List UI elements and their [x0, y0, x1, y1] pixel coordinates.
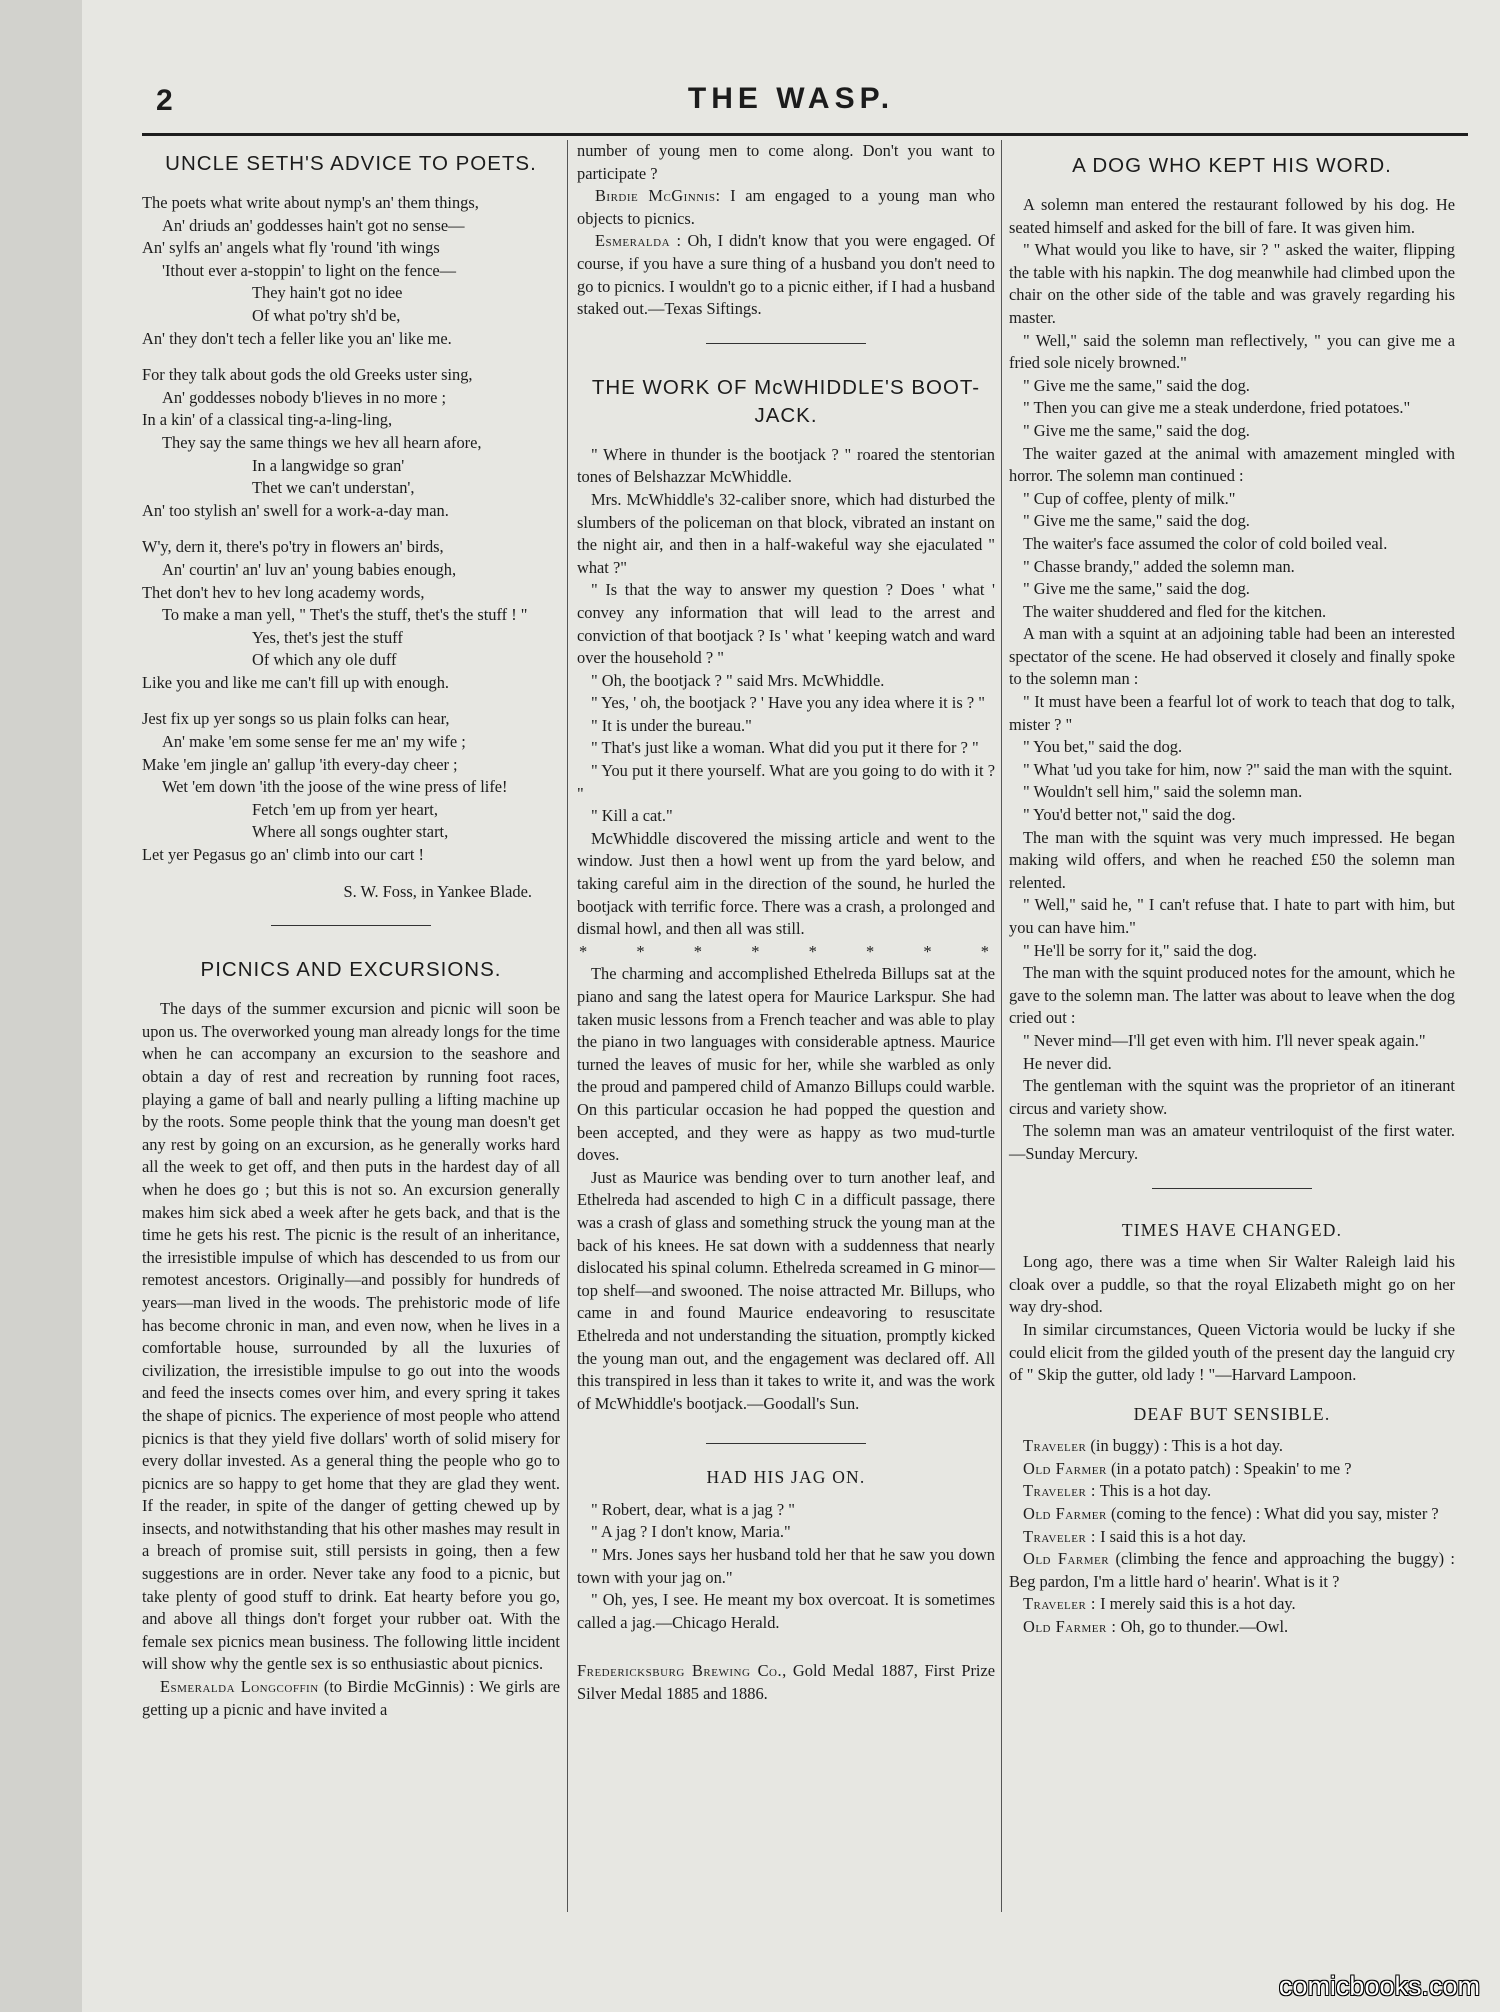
paragraph: The solemn man was an amateur ventriloquist of the first water.—Sunday Mercury.: [1009, 1121, 1455, 1163]
poem-line: An' goddesses nobody b'lieves in no more ;: [162, 387, 447, 407]
poem-line: For they talk about gods the old Greeks uster sing,: [142, 365, 473, 385]
speaker-name: Old Farmer :: [1023, 1617, 1117, 1637]
paragraph: McWhiddle discovered the missing article and went to the window. Just then a howl went up from the yard below, and taking careful aim in the direction of the sound, he hurled the bootjack with terrific force. There was a crash, a prolonged and dismal howl, and then all was still.: [577, 828, 995, 939]
paragraph: The gentleman with the squint was the proprietor of an itinerant circus and variety show.: [1009, 1076, 1455, 1118]
poem-line: Thet don't hev to hev long academy words,: [142, 582, 425, 602]
poem-line: They hain't got no idee: [252, 283, 403, 303]
poem-line: In a kin' of a classical ting-a-ling-ling,: [142, 410, 393, 430]
dialogue-line: [577, 185, 995, 230]
poem-line: In a langwidge so gran': [252, 455, 405, 475]
paragraph: " Give me the same," said the dog.: [1023, 511, 1250, 531]
deaf-title: DEAF BUT SENSIBLE.: [1133, 1403, 1331, 1424]
poem-line: An' they don't tech a feller like you an' like me.: [142, 328, 452, 348]
paragraph: " Cup of coffee, plenty of milk.": [1023, 488, 1236, 508]
paragraph: " Where in thunder is the bootjack ? " roared the stentorian tones of Belshazzar McWhiddle.: [577, 444, 995, 487]
jag-story: [577, 1499, 995, 1635]
poem-title: UNCLE SETH'S ADVICE TO POETS.: [165, 152, 537, 175]
paragraph: " You'd better not," said the dog.: [1023, 805, 1236, 825]
paragraph: " Oh, yes, I see. He meant my box overcoat. It is sometimes called a jag.—Chicago Herald.: [577, 1590, 995, 1632]
section-divider: [706, 343, 866, 344]
poem-line: Jest fix up yer songs so us plain folks can hear,: [142, 709, 450, 729]
dialogue-text: I am engaged to a young man who objects to picnics.: [577, 186, 995, 228]
paragraph: " You put it there yourself. What are you going to do with it ? ": [577, 761, 995, 803]
poem-line: Of which any ole duff: [252, 650, 397, 670]
paragraph: " It is under the bureau.": [591, 715, 752, 735]
paragraph: " Give me the same," said the dog.: [1023, 579, 1250, 599]
poem-line: To make a man yell, " Thet's the stuff, thet's the stuff ! ": [162, 605, 528, 625]
bootjack-title: THE WORK OF McWHIDDLE'S BOOT-JACK.: [591, 375, 981, 427]
advert-text: , Gold Medal 1887, First Prize Silver Medal 1885 and 1886.: [577, 1661, 996, 1704]
poem-line: Let yer Pegasus go an' climb into our cart !: [142, 845, 424, 865]
bootjack-story: [577, 444, 995, 941]
speaker-name: Traveler :: [1023, 1481, 1096, 1501]
header-rule: [142, 133, 1468, 136]
bootjack-story-continued: [577, 963, 995, 1415]
poem-stanza: [142, 364, 560, 522]
paragraph: " What 'ud you take for him, now ?" said the man with the squint.: [1023, 759, 1453, 779]
paragraph: " Well," said he, " I can't refuse that. I hate to part with him, but you can have him.": [1009, 895, 1455, 937]
paragraph: " What would you like to have, sir ? " asked the waiter, flipping the table with his napkin. The dog meanwhile had climbed upon the chair on the other side of the table and was gravely regarding his master.: [1009, 240, 1455, 327]
paragraph: " Give me the same," said the dog.: [1023, 375, 1250, 395]
paragraph: Long ago, there was a time when Sir Walter Raleigh laid his cloak over a puddle, so that the royal Elizabeth might go on her way dry-shod.: [1009, 1252, 1455, 1317]
poem-line: Yes, thet's jest the stuff: [252, 627, 403, 647]
picnic-paragraph: The days of the summer excursion and picnic will soon be upon us. The overworked young man already longs for the time when he can accompany an excursion to the seashore and obtain a day of rest and recreation by running foot races, playing a game of ball and nearly pulling a lifting machine up by the roots. Some people think that the young man doesn't get any rest by going on an excursion, as he generally works hard all the week to get off, and then puts in the hardest day of all when he does go ; but this is not so. An excursion generally makes him sick abed a week after he gets back, and that is the time he gets his rest. The picnic is the result of an inheritance, the irresistible impulse of which has descended to us from our remotest ancestors. Originally—and possibly for hundreds of years—man lived in the woods. The prehistoric mode of life has become chronic in man, and even now, when he lives in a comfortable house, surrounded by all the luxuries of civilization, the irresistible impulse to go out into the woods and feed the insects comes over him, and every spring it takes the shape of picnics. The experience of most people who attend picnics is that they yield five dollars' worth of solid misery for every dollar invested. As a general thing the people who go to picnics are so happy to get home that they are glad they went. If the reader, in spite of the danger of getting chewed up by insects, and notwithstanding that his other mashes may result in a breach of promise suit, still persists in going, then a few suggestions are in order. Never take any food to a picnic, but take plenty of good stuff to drink. Eat hearty before you go, and above all things don't forget your rubber oat. With the female sex picnics mean business. The following little incident will show why the gentle sex is so enthusiastic about picnics.: [142, 999, 560, 1674]
dialogue-line: [577, 230, 995, 320]
paragraph: " Well," said the solemn man reflectively, " you can give me a fried sole nicely browned.": [1009, 330, 1455, 373]
poem-stanza: [142, 708, 560, 866]
column-divider: [567, 140, 568, 1912]
poem-line: Like you and like me can't fill up with enough.: [142, 672, 450, 692]
paragraph: " Oh, the bootjack ? " said Mrs. McWhiddle.: [591, 670, 885, 690]
poem-line: An' sylfs an' angels what fly 'round 'ith wings: [142, 238, 440, 258]
dialogue-line: [1009, 1480, 1455, 1503]
jag-title: HAD HIS JAG ON.: [706, 1467, 866, 1488]
dialogue-text: This is a hot day.: [1095, 1481, 1212, 1501]
speaker-name: Old Farmer: [1023, 1504, 1107, 1524]
paragraph: He never did.: [1023, 1053, 1112, 1073]
poem-line: Make 'em jingle an' gallup 'ith every-day cheer ;: [142, 754, 458, 774]
poem-line: Wet 'em down 'ith the joose of the wine press of life!: [162, 777, 508, 797]
paragraph: Mrs. McWhiddle's 32-caliber snore, which had disturbed the slumbers of the policeman on that block, vibrated an instant on the night air, and then in a half-wakeful way she ejaculated " what ?": [577, 489, 995, 577]
poem-line: Thet we can't understan',: [252, 478, 415, 498]
paragraph: The waiter gazed at the animal with amazement mingled with horror. The solemn man continued :: [1009, 443, 1455, 486]
dialogue-text: (in a potato patch) : Speakin' to me ?: [1106, 1458, 1352, 1478]
dialogue-line: [1009, 1435, 1455, 1458]
poem-line: They say the same things we hev all hearn afore,: [162, 432, 482, 452]
section-divider: [271, 925, 431, 926]
speaker-name: Traveler :: [1023, 1594, 1096, 1614]
dialogue-text: I merely said this is a hot day.: [1095, 1594, 1296, 1614]
paragraph: A solemn man entered the restaurant followed by his dog. He seated himself and asked for the bill of fare. It was given him.: [1009, 195, 1455, 237]
paragraph: " He'll be sorry for it," said the dog.: [1023, 940, 1257, 960]
times-story: [1009, 1251, 1455, 1387]
paragraph: " That's just like a woman. What did you put it there for ? ": [591, 738, 979, 758]
page-header: [82, 80, 1500, 120]
paragraph: " It must have been a fearful lot of work to teach that dog to talk, mister ? ": [1009, 692, 1455, 734]
speaker-name: Traveler :: [1023, 1526, 1096, 1546]
times-title: TIMES HAVE CHANGED.: [1121, 1219, 1343, 1240]
poem-credit: S. W. Foss, in Yankee Blade.: [343, 881, 532, 901]
paragraph: " You bet," said the dog.: [1023, 737, 1183, 757]
paragraph: " Robert, dear, what is a jag ? ": [591, 1499, 795, 1519]
poem-line: An' courtin' an' luv an' young babies enough,: [162, 559, 457, 579]
paragraph: " Chasse brandy," added the solemn man.: [1023, 556, 1295, 576]
dialogue-text: (in buggy) : This is a hot day.: [1086, 1436, 1283, 1456]
column-divider: [1001, 140, 1002, 1912]
section-divider: [1152, 1188, 1312, 1189]
poem-stanza: [142, 536, 560, 694]
poem-line: An' driuds an' goddesses hain't got no sense—: [162, 215, 465, 235]
section-divider: [706, 1443, 866, 1444]
dialogue-line: [1009, 1616, 1455, 1639]
paragraph: Just as Maurice was bending over to turn another leaf, and Ethelreda had ascended to high C in a difficult passage, there was a crash of glass and something struck the young man at the back of his knees. He sat down with a suddenness that nearly dislocated his spinal column. Ethelreda screamed in G minor—top shelf—and swooned. The noise attracted Mr. Billups, who came in and found Maurice endeavoring to resuscitate Ethelreda and not understanding the situation, promptly kicked the young man out, and the engagement was declared off. All this transpired in less than it takes to write it, and was the work of McWhiddle's bootjack.—Goodall's Sun.: [577, 1167, 995, 1413]
paragraph: In similar circumstances, Queen Victoria would be lucky if she could elicit from the gilded youth of the present day the languid cry of " Skip the gutter, old lady ! "—Harvard Lampoon.: [1009, 1319, 1455, 1385]
dialogue-text: (to Birdie McGinnis) : We girls are getting up a picnic and have invited a: [142, 1677, 560, 1719]
dialogue-text: (climbing the fence and approaching the buggy) : Beg pardon, I'm a little hard o' hearin'. What is it ?: [1009, 1549, 1455, 1591]
brewing-advert: [577, 1660, 995, 1705]
paragraph: " Wouldn't sell him," said the solemn man.: [1023, 782, 1303, 802]
speaker-name: Old Farmer: [1023, 1549, 1110, 1569]
poem-line: An' too stylish an' swell for a work-a-day man.: [142, 500, 449, 520]
poem-stanza: [142, 192, 560, 350]
dialogue-text: I said this is a hot day.: [1095, 1526, 1247, 1546]
paragraph: " Never mind—I'll get even with him. I'll never speak again.": [1023, 1030, 1426, 1050]
newspaper-page: [82, 0, 1500, 2012]
speaker-name: Old Farmer: [1023, 1458, 1107, 1478]
paragraph: " Mrs. Jones says her husband told her that he saw you down town with your jag on.": [577, 1545, 995, 1587]
speaker-name: Birdie McGinnis:: [595, 186, 721, 206]
paragraph: " Is that the way to answer my question ? Does ' what ' convey any information that will lead to the arrest and conviction of that bootjack ? Is ' what ' keeping watch and ward over the household ? ": [577, 580, 995, 668]
paragraph: " Yes, ' oh, the bootjack ? ' Have you any idea where it is ? ": [591, 693, 985, 713]
speaker-name: Traveler: [1023, 1436, 1087, 1456]
column-3: [1009, 140, 1455, 1932]
paragraph: " Then you can give me a steak underdone, fried potatoes.": [1023, 398, 1411, 418]
speaker-name: Esmeralda Longcoffin: [160, 1677, 319, 1697]
dialogue-text: Oh, I didn't know that you were engaged. Of course, if you have a sure thing of a husband you don't need to go to picnics. I wouldn't go to a picnic either, if I had a husband staked out.—Texas Siftings.: [577, 231, 996, 319]
paragraph: " Kill a cat.": [591, 806, 673, 826]
speaker-name: Esmeralda :: [595, 231, 682, 251]
paragraph: " A jag ? I don't know, Maria.": [591, 1522, 791, 1542]
poem-line: An' make 'em some sense fer me an' my wife ;: [162, 732, 466, 752]
masthead: THE WASP.: [687, 82, 895, 115]
poem: [142, 192, 560, 867]
column-1: [142, 140, 560, 1932]
advert-name: Fredericksburg Brewing Co.: [577, 1661, 783, 1681]
dialogue-line: [1009, 1593, 1455, 1616]
watermark: comicbooks.com: [1278, 1971, 1480, 2001]
continued-text: number of young men to come along. Don't you want to participate ?: [577, 141, 995, 183]
picnic-dialogue: [142, 1676, 560, 1721]
poem-line: W'y, dern it, there's po'try in flowers an' birds,: [142, 537, 444, 557]
column-2: [577, 140, 995, 1932]
paragraph: " Give me the same," said the dog.: [1023, 420, 1250, 440]
poem-line: 'Ithout ever a-stoppin' to light on the fence—: [162, 260, 457, 280]
paragraph: The waiter's face assumed the color of cold boiled veal.: [1023, 533, 1388, 553]
dialogue-line: [1009, 1458, 1455, 1481]
picnic-title: PICNICS AND EXCURSIONS.: [200, 958, 502, 982]
dialogue-text: (coming to the fence) : What did you say, mister ?: [1106, 1504, 1439, 1524]
dog-story: [1009, 194, 1455, 1166]
poem-line: Of what po'try sh'd be,: [252, 305, 401, 325]
paragraph: A man with a squint at an adjoining table had been an interested spectator of the scene. He had observed it closely and finally spoke to the solemn man :: [1009, 624, 1455, 689]
paragraph: The man with the squint was very much impressed. He began making wild offers, and when he reached £50 the solemn man relented.: [1009, 827, 1455, 892]
page-number: 2: [156, 84, 173, 117]
poem-line: Where all songs oughter start,: [252, 822, 449, 842]
dialogue-line: [1009, 1548, 1455, 1593]
paragraph: The man with the squint produced notes for the amount, which he gave to the solemn man. The latter was about to leave when the dog cried out :: [1009, 963, 1455, 1028]
dialogue-line: [1009, 1526, 1455, 1549]
deaf-story: [1009, 1435, 1455, 1638]
dog-title: A DOG WHO KEPT HIS WORD.: [1072, 154, 1392, 177]
paragraph: The waiter shuddered and fled for the kitchen.: [1023, 601, 1327, 621]
paragraph: The charming and accomplished Ethelreda Billups sat at the piano and sang the latest opera for Maurice Larkspur. She had taken music lessons from a French teacher and was able to play the piano in two languages with considerable aptness. Maurice turned the leaves of music for her, while she warbled as only the proud and pampered child of Amanzo Billups could warble. On this particular occasion he had popped the question and been accepted, and they were as happy as two mud-turtle doves.: [577, 964, 995, 1165]
poem-line: Fetch 'em up from yer heart,: [252, 799, 438, 819]
poem-line: The poets what write about nymp's an' them things,: [142, 193, 479, 212]
section-stars: * * * * * * * *: [579, 941, 993, 961]
dialogue-text: Oh, go to thunder.—Owl.: [1116, 1617, 1289, 1637]
dialogue-line: [1009, 1503, 1455, 1526]
